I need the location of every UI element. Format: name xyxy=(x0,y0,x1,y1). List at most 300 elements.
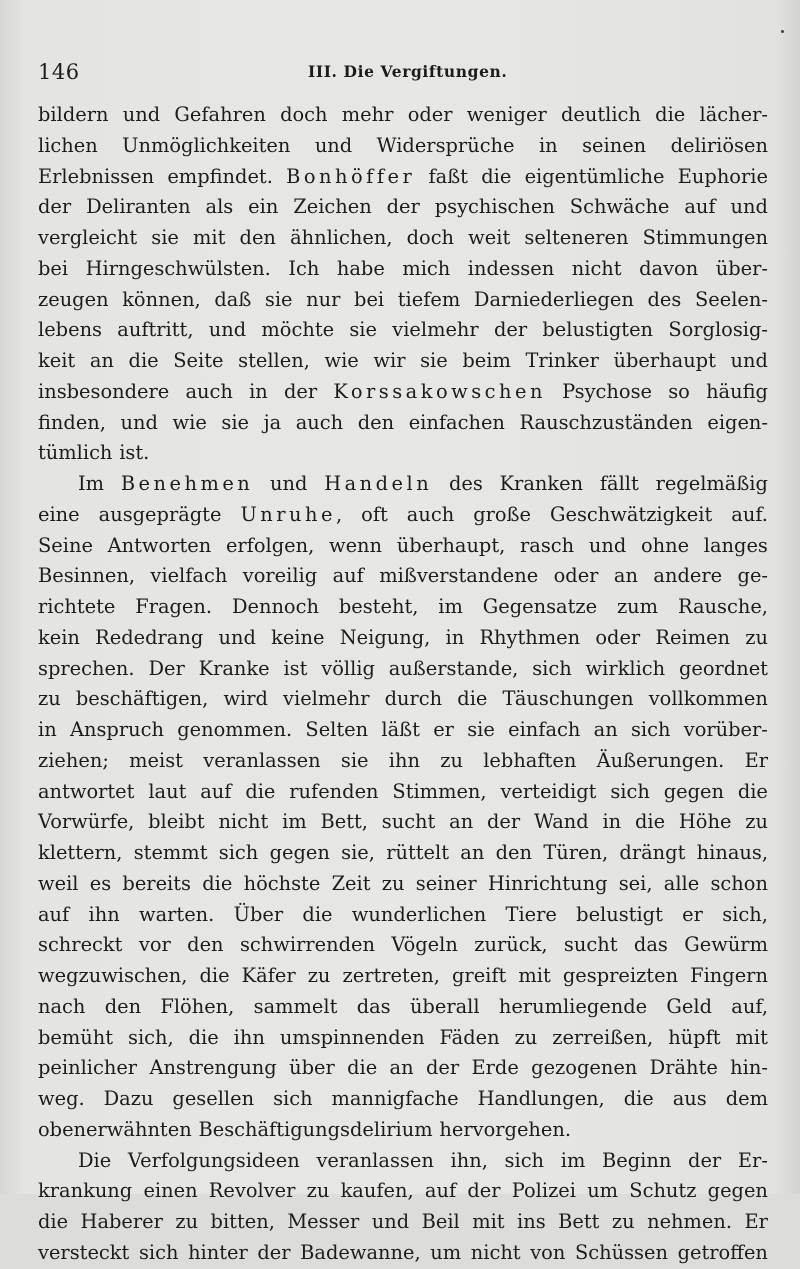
word: die xyxy=(655,103,686,126)
word: zu xyxy=(38,687,61,711)
word: stemmt xyxy=(133,841,208,864)
word: sich xyxy=(273,1087,313,1110)
text-line xyxy=(38,746,768,777)
word: gegen xyxy=(663,779,724,803)
body-text xyxy=(38,100,768,1269)
word: der xyxy=(487,810,521,834)
word: Die xyxy=(78,1148,112,1172)
word: Deliranten xyxy=(86,195,191,219)
word: die xyxy=(188,1025,219,1049)
word: Bett xyxy=(558,1210,600,1233)
word: so xyxy=(668,379,690,403)
word: vielmehr xyxy=(283,687,370,711)
word: alle xyxy=(663,871,700,895)
word: lebens xyxy=(38,318,103,342)
word: ihn xyxy=(233,1025,265,1049)
word: weit xyxy=(468,226,511,249)
word: Zeit xyxy=(331,871,371,895)
word: der xyxy=(688,1148,722,1172)
word: eine xyxy=(38,502,80,526)
word: sich xyxy=(504,1148,545,1172)
word: Rausche, xyxy=(677,595,768,618)
word: bitten, xyxy=(210,1210,275,1233)
word: Revolver xyxy=(208,1179,296,1203)
word: die xyxy=(202,871,233,895)
word: Dazu xyxy=(103,1087,154,1110)
word: zu xyxy=(745,625,768,649)
word: hervorgehen. xyxy=(439,1117,572,1141)
text-line xyxy=(38,100,768,131)
word: krankung xyxy=(38,1179,133,1203)
word: die xyxy=(634,810,666,834)
word: Er- xyxy=(737,1148,768,1172)
word: rüttelt xyxy=(386,841,450,864)
word: fällt xyxy=(599,472,639,495)
text-line xyxy=(38,592,768,623)
word: bei xyxy=(354,287,385,311)
word: rasch xyxy=(520,533,575,557)
word: und xyxy=(218,625,256,649)
word: an xyxy=(449,810,474,834)
word: wegzuwischen, xyxy=(38,964,188,987)
word: Widersprüche xyxy=(376,133,515,157)
word: vielfach xyxy=(150,564,228,588)
word: Fragen. xyxy=(135,595,213,618)
word: langes xyxy=(703,533,768,557)
speck-mark xyxy=(781,30,784,33)
word: bildern xyxy=(38,103,109,126)
word: Gewürm xyxy=(684,933,768,957)
text-line xyxy=(38,346,768,377)
word: wie xyxy=(324,349,359,372)
word: sich, xyxy=(128,1025,174,1049)
word: Zeichen xyxy=(293,195,372,219)
text-line xyxy=(38,162,768,193)
text-line xyxy=(38,654,768,685)
word: sich xyxy=(138,1240,179,1264)
word: Haberer xyxy=(80,1210,163,1233)
word: Geschwätzigkeit xyxy=(550,502,713,526)
word: Verfolgungsideen xyxy=(127,1148,300,1172)
word: sie xyxy=(151,226,179,249)
word: vor xyxy=(138,933,171,957)
word: auch xyxy=(295,410,344,434)
word: der xyxy=(425,1056,460,1080)
word: gegen xyxy=(269,841,330,864)
word: herumliegende xyxy=(498,994,648,1018)
word: veranlassen xyxy=(203,748,321,772)
word: völlig xyxy=(321,656,375,680)
word: Neigung, xyxy=(339,625,431,649)
word: zu xyxy=(745,810,768,834)
word: gespreizten xyxy=(562,964,679,987)
spaced-emphasis: Unruhe xyxy=(240,502,336,526)
word: weniger xyxy=(466,103,547,126)
word: im xyxy=(438,595,463,618)
word: außerstande, xyxy=(388,656,519,680)
word: vorüber- xyxy=(683,718,768,741)
word: und xyxy=(208,318,247,342)
word: in xyxy=(602,810,622,834)
word: Rededrang xyxy=(95,625,204,649)
word: lichen xyxy=(38,133,98,157)
word: selteneren xyxy=(524,226,629,249)
word: dem xyxy=(725,1087,768,1110)
word: ja xyxy=(263,410,282,434)
word: sich xyxy=(610,779,650,803)
word: auf xyxy=(200,779,232,803)
word: schwirrenden xyxy=(239,933,375,957)
word: richtete xyxy=(38,595,116,618)
word: läßt xyxy=(381,718,420,741)
spaced-emphasis: Handeln xyxy=(324,472,433,495)
spaced-emphasis: Korssakowschen xyxy=(333,379,546,403)
word: nehmen. xyxy=(647,1210,733,1233)
word: beim xyxy=(462,349,511,372)
word xyxy=(121,469,253,500)
text-line xyxy=(38,900,768,931)
text-line xyxy=(38,561,768,592)
word: Kranken xyxy=(499,472,584,495)
text-line xyxy=(38,1176,768,1207)
word: Käfer xyxy=(241,964,296,987)
word: das xyxy=(633,933,668,957)
word: oder xyxy=(407,103,453,126)
word: auf. xyxy=(731,502,768,526)
word: Stimmungen xyxy=(642,226,768,249)
word: gezogenen xyxy=(531,1056,638,1080)
word: warten. xyxy=(138,902,215,926)
word: die xyxy=(245,779,276,803)
text-line xyxy=(38,531,768,562)
word: Unruhe, xyxy=(240,502,343,526)
word: des xyxy=(448,472,483,495)
word: den xyxy=(104,994,142,1018)
word: Rhythmen xyxy=(479,625,581,649)
word: die xyxy=(128,349,159,372)
word: mit xyxy=(735,1025,768,1049)
word: schreckt xyxy=(38,933,123,957)
word: tiefem xyxy=(397,287,461,311)
word: kein xyxy=(38,625,80,649)
word: überhaupt xyxy=(613,349,716,372)
word: Fäden xyxy=(439,1025,500,1049)
word: sich xyxy=(630,718,671,741)
word: von xyxy=(530,1240,566,1264)
word: nicht xyxy=(571,256,622,280)
word: rufenden xyxy=(289,779,379,803)
word: Beschäftigungsdelirium xyxy=(198,1117,433,1141)
word: Hirngeschwülsten. xyxy=(85,256,271,280)
word: oder xyxy=(595,625,641,649)
word: umspinnenden xyxy=(279,1025,425,1049)
word: zu xyxy=(306,1179,330,1203)
text-line xyxy=(38,1084,768,1115)
word: greift xyxy=(452,964,507,987)
word: hin- xyxy=(730,1056,768,1080)
word: der xyxy=(284,379,318,403)
word xyxy=(324,469,432,500)
word: Türen, xyxy=(543,841,609,864)
word: Messer xyxy=(287,1210,360,1233)
word: Ich xyxy=(288,256,320,280)
word: ausgeprägte xyxy=(98,502,222,526)
word: auf xyxy=(38,902,70,926)
word: psychischen xyxy=(434,195,555,219)
word: ohne xyxy=(640,533,690,557)
word: die xyxy=(199,964,230,987)
text-line xyxy=(38,1207,768,1238)
word: Besinnen, xyxy=(38,564,135,588)
word: andere xyxy=(653,564,723,588)
word: Erlebnissen xyxy=(38,164,155,188)
word: ihn xyxy=(388,748,420,772)
word: zu xyxy=(307,964,331,987)
word: gegen xyxy=(707,1179,768,1203)
word: möchte xyxy=(261,318,335,342)
word: Er xyxy=(744,1210,768,1233)
word: Kranke xyxy=(198,656,270,680)
word: sich xyxy=(532,656,572,680)
word: sie xyxy=(221,410,250,434)
word: zeugen xyxy=(38,287,109,311)
word: zum xyxy=(616,595,659,618)
word: den xyxy=(495,841,533,864)
word: die xyxy=(457,687,488,711)
word: den xyxy=(357,410,395,434)
word: laut xyxy=(148,779,187,803)
word: ist xyxy=(283,656,308,680)
word: voreilig xyxy=(242,564,318,588)
word: große xyxy=(473,502,531,526)
word: sie, xyxy=(341,841,375,864)
word: und xyxy=(270,472,308,495)
word: obenerwähnten xyxy=(38,1117,192,1141)
word: um xyxy=(587,1179,619,1203)
word: Handlungen, xyxy=(477,1087,605,1110)
word: Stimmen, xyxy=(392,779,487,803)
word: lebhaften xyxy=(483,748,577,772)
word: indessen xyxy=(467,256,555,280)
text-line xyxy=(38,715,768,746)
word: Seite xyxy=(173,349,224,372)
word: Täuschungen xyxy=(502,687,634,711)
word: das xyxy=(356,994,391,1018)
word: er xyxy=(433,718,454,741)
word: keine xyxy=(271,625,325,649)
word: überall xyxy=(409,994,480,1018)
word: Wand xyxy=(533,810,589,834)
word: peinlicher xyxy=(38,1056,138,1080)
word: geordnet xyxy=(678,656,768,680)
word: zu xyxy=(514,1025,538,1049)
word xyxy=(333,377,546,408)
word: einfachen xyxy=(408,410,505,434)
word: auf xyxy=(332,564,364,588)
word: und xyxy=(371,1210,410,1233)
word: lächer- xyxy=(699,103,768,126)
word: Anspruch xyxy=(69,718,164,741)
word: weil xyxy=(38,871,79,895)
word: nach xyxy=(38,994,86,1018)
word: Er xyxy=(744,748,768,772)
word: tümlich xyxy=(38,441,113,465)
word: daß xyxy=(214,287,252,311)
word: Beginn xyxy=(602,1148,672,1172)
word: bereits xyxy=(122,871,191,895)
word: der xyxy=(38,195,72,219)
word: regelmäßig xyxy=(655,472,768,495)
word: sie xyxy=(349,318,377,342)
word: er xyxy=(682,902,703,926)
word: mich xyxy=(402,256,451,280)
word: Erde xyxy=(471,1056,519,1080)
word xyxy=(286,162,415,193)
word: ins xyxy=(517,1210,546,1233)
text-line xyxy=(38,930,768,961)
text-line xyxy=(38,777,768,808)
word: Flöhen, xyxy=(160,994,235,1018)
word: die xyxy=(302,902,333,926)
word: auftritt, xyxy=(117,318,194,342)
word: Gefahren xyxy=(174,103,266,126)
word: sei, xyxy=(618,871,653,895)
word: mit xyxy=(193,226,226,249)
word: vergleicht xyxy=(38,226,138,249)
word: in xyxy=(38,718,57,741)
word: eigen- xyxy=(707,410,768,434)
word: und xyxy=(122,103,161,126)
word: an xyxy=(89,349,114,372)
word: bleibt xyxy=(148,810,205,834)
word: Trinker xyxy=(525,349,599,372)
word: und xyxy=(730,195,768,219)
word: ihn, xyxy=(450,1148,488,1172)
text-line xyxy=(38,992,768,1023)
word: zu xyxy=(381,871,405,895)
word: mißverstandene xyxy=(379,564,539,588)
word: es xyxy=(89,871,112,895)
word: über- xyxy=(715,256,768,280)
word: der xyxy=(257,1240,291,1264)
word: beschäftigen, xyxy=(75,687,209,711)
word: hinaus, xyxy=(696,841,768,864)
text-line xyxy=(38,192,768,223)
word: zu xyxy=(611,1210,635,1233)
word: Äußerungen. xyxy=(596,748,725,772)
word: die xyxy=(347,1056,378,1080)
word: belustigten xyxy=(542,318,654,342)
word: an xyxy=(460,841,485,864)
word: wie xyxy=(172,410,207,434)
word: auch xyxy=(185,379,233,403)
word: den xyxy=(187,933,224,957)
word: seinen xyxy=(582,133,647,157)
word: auf xyxy=(424,1179,457,1203)
word: Über xyxy=(233,902,284,926)
word: einen xyxy=(143,1179,198,1203)
word: davon xyxy=(639,256,699,280)
word: der xyxy=(386,195,420,219)
word: Psychose xyxy=(562,379,653,403)
word: weg. xyxy=(38,1087,85,1110)
word: sich xyxy=(218,841,259,864)
word: gesellen xyxy=(172,1087,255,1110)
word: zu xyxy=(175,1210,199,1233)
word: und xyxy=(730,349,768,372)
word: Schüssen xyxy=(574,1240,668,1264)
word: zurück, xyxy=(474,933,548,957)
word: doch xyxy=(406,226,455,249)
word: häufig xyxy=(706,379,768,403)
page-number: 146 xyxy=(38,60,80,84)
word: hüpft xyxy=(668,1025,721,1049)
text-line xyxy=(38,223,768,254)
word: die xyxy=(623,1087,654,1110)
word: Tiere xyxy=(505,902,557,926)
word: sucht xyxy=(381,810,436,834)
word: in xyxy=(538,133,558,157)
word: Darniederliegen xyxy=(473,287,634,311)
word: bei xyxy=(38,256,69,280)
text-line xyxy=(38,1238,768,1269)
word: Vögeln xyxy=(391,933,458,957)
word: Dennoch xyxy=(231,595,319,618)
word: verteidigt xyxy=(500,779,597,803)
word: als xyxy=(205,195,234,219)
word: Euphorie xyxy=(677,164,768,188)
word: die xyxy=(737,779,768,803)
text-line xyxy=(38,961,768,992)
word: wir xyxy=(373,349,406,372)
word: und xyxy=(120,410,158,434)
word: versteckt xyxy=(38,1240,130,1264)
word: bemüht xyxy=(38,1025,114,1049)
word: höchste xyxy=(243,871,321,895)
text-line xyxy=(38,684,768,715)
word: in xyxy=(445,625,465,649)
word: auf xyxy=(684,195,716,219)
word: ein xyxy=(248,195,279,219)
word: ihn xyxy=(88,902,120,926)
word: und xyxy=(588,533,627,557)
word: Unmöglichkeiten xyxy=(122,133,291,157)
word: wenn xyxy=(328,533,383,557)
word: überhaupt, xyxy=(396,533,506,557)
text-line xyxy=(38,254,768,285)
word: deutlich xyxy=(560,103,641,126)
word: seiner xyxy=(415,871,477,895)
word: an xyxy=(389,1056,414,1080)
word: sie xyxy=(467,718,495,741)
word: wirklich xyxy=(585,656,666,680)
word: Der xyxy=(148,656,185,680)
word: wunderlichen xyxy=(351,902,487,926)
word: Vorwürfe, xyxy=(38,810,135,834)
word: nicht xyxy=(218,810,269,834)
word: Höhe xyxy=(678,810,732,834)
word: an xyxy=(593,718,618,741)
spaced-emphasis: Bonhöffer xyxy=(286,164,416,188)
word: deliriösen xyxy=(670,133,768,157)
word: vollkommen xyxy=(648,687,768,711)
running-title: III. Die Vergiftungen. xyxy=(308,62,508,81)
text-line xyxy=(38,1023,768,1054)
word: Drähte xyxy=(649,1056,718,1080)
word: kaufen, xyxy=(340,1179,414,1203)
word: die xyxy=(481,164,512,188)
word: mannigfache xyxy=(331,1087,459,1110)
